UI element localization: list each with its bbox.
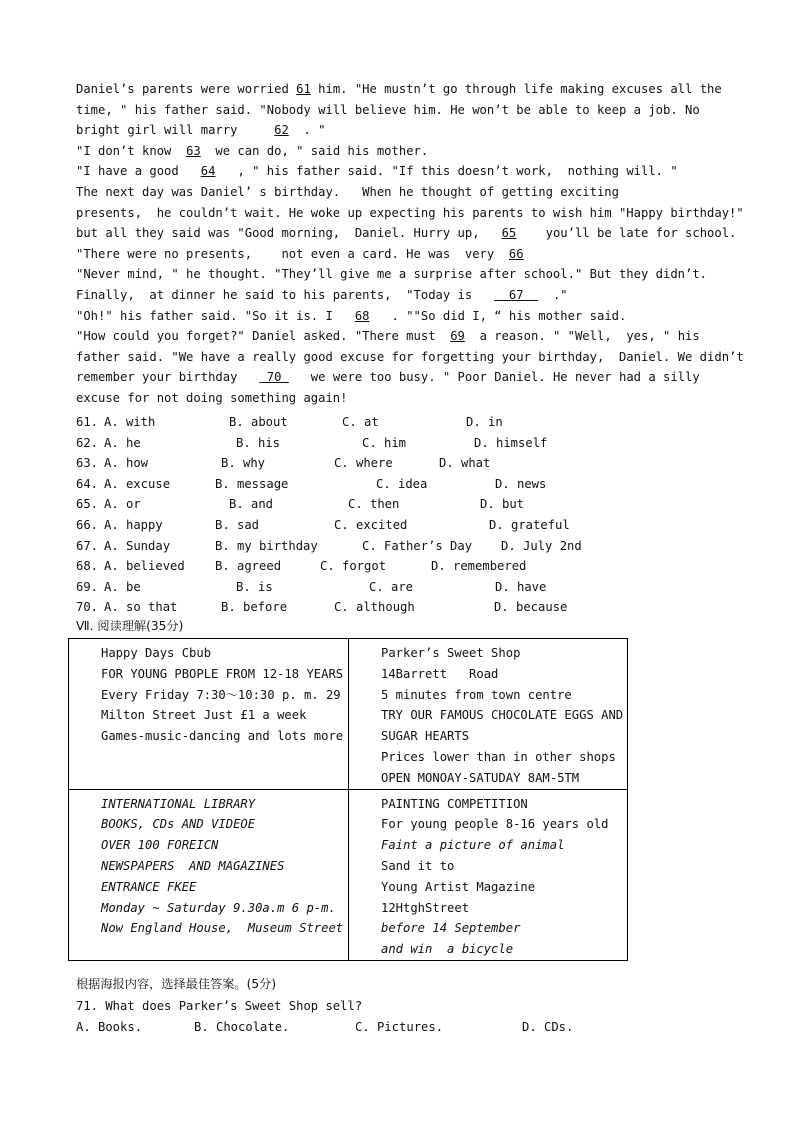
option-d: D. because — [494, 600, 568, 615]
option-a: A. so that — [104, 600, 178, 615]
instruction-text: 根据海报内容，选择最佳答案。(5分) — [76, 977, 277, 991]
option-a: A. believed — [104, 559, 185, 574]
option-b: B. why — [221, 456, 266, 471]
option-d: D. CDs. — [522, 1020, 574, 1034]
option-c: C. Pictures. — [355, 1020, 444, 1034]
question-number: 62. — [76, 435, 99, 450]
poster-line: OVER 100 FOREICN — [101, 838, 219, 853]
option-b: B. my birthday — [215, 538, 318, 553]
passage-text: "I have a good — [76, 164, 201, 179]
question-number: 63. — [76, 456, 99, 471]
passage-text: we can do, " said his mother. — [200, 143, 429, 158]
option-a: A. or — [104, 497, 141, 512]
passage-text: "There were no presents, not even a card. He was very — [76, 246, 509, 261]
poster-line: 12HtghStreet — [381, 900, 470, 915]
question-number: 61. — [76, 415, 99, 429]
option-b: B. about — [229, 415, 288, 429]
passage-line — [76, 225, 736, 241]
option-a: A. he — [104, 435, 141, 450]
poster-line: and win a bicycle — [381, 942, 514, 957]
poster-line: FOR YOUNG PBOPLE FROM 12-18 YEARS — [101, 666, 344, 681]
option-c: C. although — [334, 600, 415, 615]
passage-line — [76, 81, 722, 97]
passage-text: a reason. " "Well, yes, " his — [464, 329, 700, 344]
poster-line: Young Artist Magazine — [381, 879, 536, 894]
option-c: C. then — [348, 497, 400, 512]
option-d: D. news — [495, 476, 547, 491]
poster-painting — [349, 789, 628, 960]
passage-line — [76, 308, 626, 324]
poster-line: NEWSPAPERS AND MAGAZINES — [101, 858, 285, 873]
question-number: 66. — [76, 518, 99, 532]
passage-text: . ""So did I, “ his mother said. — [369, 308, 627, 323]
option-d: D. grateful — [489, 518, 570, 532]
passage-text: , " his father said. "If this doesn’t work, nothing will. " — [215, 164, 678, 179]
option-a: A. happy — [104, 518, 163, 532]
option-a: A. be — [104, 579, 141, 594]
option-c: C. Father’s Day — [362, 538, 473, 553]
poster-line: Prices lower than in other shops — [381, 749, 616, 764]
passage-text: Finally, at dinner he said to his parents, "Today is — [76, 288, 495, 302]
passage-line — [76, 328, 700, 344]
blank-number: 63 — [186, 143, 201, 158]
blank-number: 62 — [274, 123, 289, 138]
poster-line: 5 minutes from town centre — [381, 687, 572, 702]
passage-line — [76, 102, 700, 118]
passage-text: "I don’t know — [76, 143, 187, 158]
passage-line — [76, 349, 744, 365]
passage-text: him. "He mustn’t go through life making excuses all the — [310, 82, 722, 96]
option-b: B. before — [221, 600, 288, 615]
poster-line: Now England House, Museum Street — [101, 921, 344, 936]
option-b: B. sad — [215, 518, 260, 532]
option-c: C. forgot — [320, 559, 387, 574]
option-a: A. excuse — [104, 476, 171, 491]
question-71: 71. What does Parker’s Sweet Shop sell? — [76, 999, 363, 1013]
passage-line — [76, 369, 700, 385]
question-number: 69. — [76, 579, 99, 594]
passage-line — [76, 122, 326, 138]
passage-line — [76, 205, 744, 221]
option-d: D. what — [439, 456, 491, 471]
poster-line: Sand it to — [381, 858, 455, 873]
passage-text: "Never mind, " he thought. "They’ll give me a surprise after school." But they didn’t. — [76, 267, 708, 282]
blank-number: 66 — [508, 246, 524, 261]
poster-line: Every Friday 7:30～10:30 p. m. 29 — [101, 687, 341, 702]
passage-text: excuse for not doing something again! — [76, 391, 348, 405]
passage-line — [76, 184, 619, 200]
passage-text: . " — [288, 123, 326, 138]
poster-library — [69, 789, 349, 960]
passage-text: The next day was Daniel’ s birthday. When he thought of getting exciting — [76, 185, 619, 199]
passage-line — [76, 390, 348, 406]
option-c: C. are — [369, 579, 414, 594]
option-c: C. him — [362, 435, 407, 450]
poster-line: Faint a picture of animal — [381, 838, 565, 853]
poster-line: Parker’s Sweet Shop — [381, 646, 521, 660]
option-b: B. his — [236, 435, 281, 450]
blank-number: 64 — [200, 164, 216, 179]
passage-line — [76, 143, 428, 159]
poster-line: OPEN MONOAY-SATUDAY 8AM-5TM — [381, 770, 580, 785]
poster-line: Games-music-dancing and lots more — [101, 729, 344, 744]
poster-line: 14Barrett Road — [381, 666, 499, 681]
blank-number: 67 — [494, 288, 539, 302]
poster-line: BOOKS, CDs AND VIDEOE — [101, 817, 256, 832]
poster-line: For young people 8-16 years old — [381, 817, 609, 832]
poster-club — [69, 639, 349, 790]
poster-shop — [349, 639, 628, 790]
passage-text: ." — [538, 288, 568, 302]
passage-text: you’ll be late for school. — [516, 226, 737, 241]
question-number: 70. — [76, 600, 99, 615]
poster-line: SUGAR HEARTS — [381, 729, 470, 744]
option-b: B. is — [236, 579, 273, 594]
poster-line: Milton Street Just £1 a week — [101, 708, 307, 723]
section-heading: Ⅶ. 阅读理解(35分) — [76, 619, 184, 633]
option-d: D. July 2nd — [501, 538, 582, 553]
poster-line: Monday ~ Saturday 9.30a.m 6 p-m. — [101, 900, 336, 915]
passage-line — [76, 163, 678, 179]
option-d: D. remembered — [431, 559, 527, 574]
passage-text: remember your birthday — [76, 370, 260, 385]
poster-table — [68, 638, 628, 961]
option-b: B. agreed — [215, 559, 282, 574]
poster-line: before 14 September — [381, 921, 521, 936]
option-a: A. Books. — [76, 1020, 143, 1034]
poster-line: INTERNATIONAL LIBRARY — [101, 796, 256, 811]
option-c: C. idea — [376, 476, 428, 491]
blank-number: 70 — [259, 370, 289, 385]
option-c: C. where — [334, 456, 393, 471]
question-number: 68. — [76, 559, 99, 574]
passage-text: presents, he couldn’t wait. He woke up expecting his parents to wish him "Happy birthday!" — [76, 205, 744, 220]
poster-line: PAINTING COMPETITION — [381, 796, 528, 811]
option-b: B. message — [215, 476, 289, 491]
passage-line — [76, 246, 524, 262]
option-d: D. but — [480, 497, 525, 512]
option-b: B. and — [229, 497, 274, 512]
blank-number: 68 — [354, 308, 370, 323]
blank-number: 69 — [450, 329, 465, 344]
option-c: C. excited — [334, 518, 408, 532]
option-d: D. have — [495, 579, 547, 594]
passage-line — [76, 266, 707, 282]
question-number: 67. — [76, 538, 99, 553]
poster-line: Happy Days Cbub — [101, 646, 212, 660]
passage-text: bright girl will marry — [76, 123, 275, 138]
passage-text: but all they said was "Good morning, Daniel. Hurry up, — [76, 226, 502, 241]
passage-text: we were too busy. " Poor Daniel. He never had a silly — [288, 370, 700, 385]
blank-number: 61 — [296, 82, 311, 96]
option-d: D. in — [466, 415, 503, 429]
question-number: 65. — [76, 497, 99, 512]
option-d: D. himself — [474, 435, 548, 450]
passage-text: "Oh!" his father said. "So it is. I — [76, 308, 355, 323]
passage-text: father said. "We have a really good excuse for forgetting your birthday, Daniel. We didn’t — [76, 349, 744, 364]
passage-text: Daniel’s parents were worried — [76, 82, 297, 96]
passage-text: time, " his father said. "Nobody will believe him. He won’t be able to keep a job. No — [76, 102, 700, 117]
blank-number: 65 — [501, 226, 517, 241]
poster-line: ENTRANCE FKEE — [101, 879, 197, 894]
passage-line — [76, 287, 568, 303]
question-number: 64. — [76, 476, 99, 491]
option-a: A. how — [104, 456, 149, 471]
option-a: A. with — [104, 415, 156, 429]
option-a: A. Sunday — [104, 538, 171, 553]
option-c: C. at — [342, 415, 379, 429]
passage-text: "How could you forget?" Daniel asked. "There must — [76, 329, 451, 344]
poster-line: TRY OUR FAMOUS CHOCOLATE EGGS AND — [381, 708, 624, 723]
option-b: B. Chocolate. — [194, 1020, 290, 1034]
